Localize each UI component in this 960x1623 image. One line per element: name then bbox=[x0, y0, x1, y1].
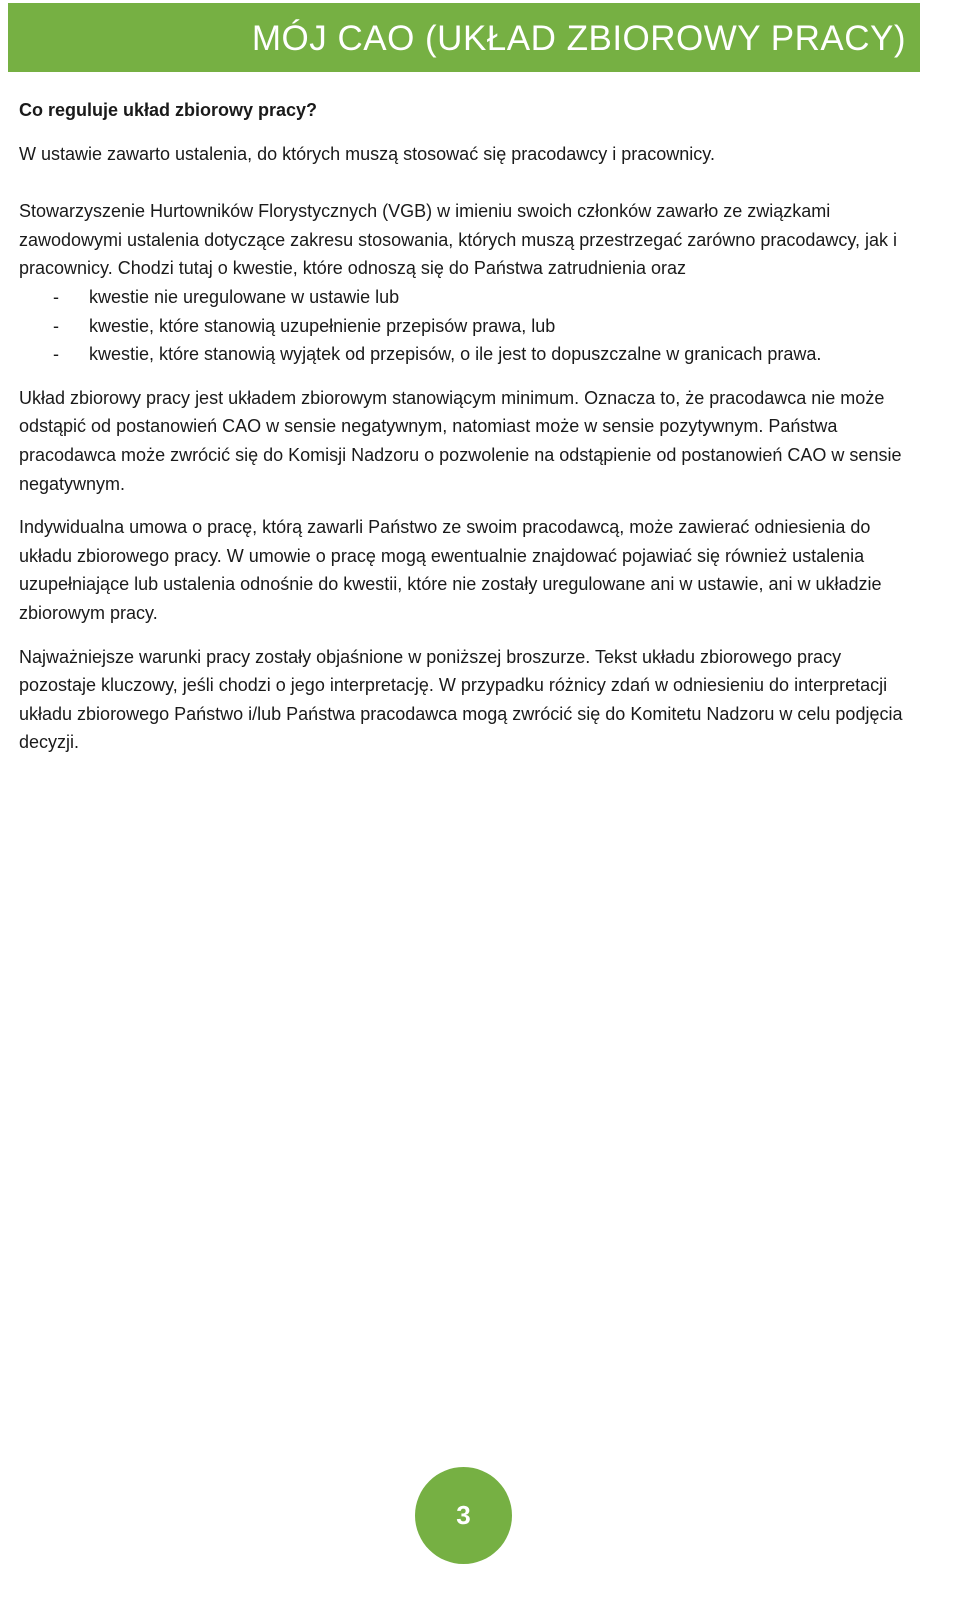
list-item bbox=[19, 283, 919, 312]
header-banner bbox=[8, 3, 920, 72]
paragraph-brochure: Najważniejsze warunki pracy zostały objaśnione w poniższej broszurze. Tekst układu zbiorowego pracy pozostaje kluczowy, jeśli chodzi o jego interpretację. W przypadku różnicy zdań w odniesieniu do interpretacji układu zbiorowego Państwo i/lub Państwa pracodawca mogą zwrócić się do Komitetu Nadzoru w celu podjęcia decyzji. bbox=[19, 646, 903, 753]
document-body bbox=[19, 96, 919, 772]
bullet-list bbox=[19, 283, 919, 369]
paragraph-minimum: Układ zbiorowy pracy jest układem zbiorowym stanowiącym minimum. Oznacza to, że pracodawca nie może odstąpić od postanowień CAO w sensie negatywnym, natomiast może w sensie pozytywnym. Państwa pracodawca może zwrócić się do Komisji Nadzoru o pozwolenie na odstąpienie od postanowień CAO w sensie negatywnym. bbox=[19, 387, 902, 494]
list-item-text: kwestie, które stanowią wyjątek od przepisów, o ile jest to dopuszczalne w granicach prawa. bbox=[89, 344, 822, 365]
bullet-marker: - bbox=[53, 315, 59, 336]
section-heading: Co reguluje układ zbiorowy pracy? bbox=[19, 100, 318, 120]
bullet-marker: - bbox=[53, 344, 59, 365]
page-title: MÓJ CAO (UKŁAD ZBIOROWY PRACY) bbox=[251, 19, 906, 58]
paragraph-vgb: Stowarzyszenie Hurtowników Florystycznych (VGB) w imieniu swoich członków zawarło ze związkami zawodowymi ustalenia dotyczące zakresu stosowania, których muszą przestrzegać zarówno pracodawcy, jak i pracownicy. Chodzi tutaj o kwestie, które odnoszą się do Państwa zatrudnienia oraz bbox=[19, 201, 898, 279]
paragraph-contract: Indywidualna umowa o pracę, którą zawarli Państwo ze swoim pracodawcą, może zawierać odniesienia do układu zbiorowego pracy. W umowie o pracę mogą ewentualnie znajdować pojawiać się również ustalenia uzupełniające lub ustalenia odnośnie do kwestii, które nie zostały uregulowane ani w ustawie, ani w układzie zbiorowym pracy. bbox=[19, 517, 882, 623]
bullet-marker: - bbox=[53, 286, 59, 307]
page-number-badge: 3 bbox=[415, 1467, 512, 1564]
list-item-text: kwestie, które stanowią uzupełnienie przepisów prawa, lub bbox=[89, 315, 556, 336]
list-item bbox=[19, 340, 919, 369]
list-item bbox=[19, 312, 919, 341]
intro-paragraph: W ustawie zawarto ustalenia, do których muszą stosować się pracodawcy i pracownicy. bbox=[19, 143, 715, 164]
list-item-text: kwestie nie uregulowane w ustawie lub bbox=[89, 286, 400, 307]
